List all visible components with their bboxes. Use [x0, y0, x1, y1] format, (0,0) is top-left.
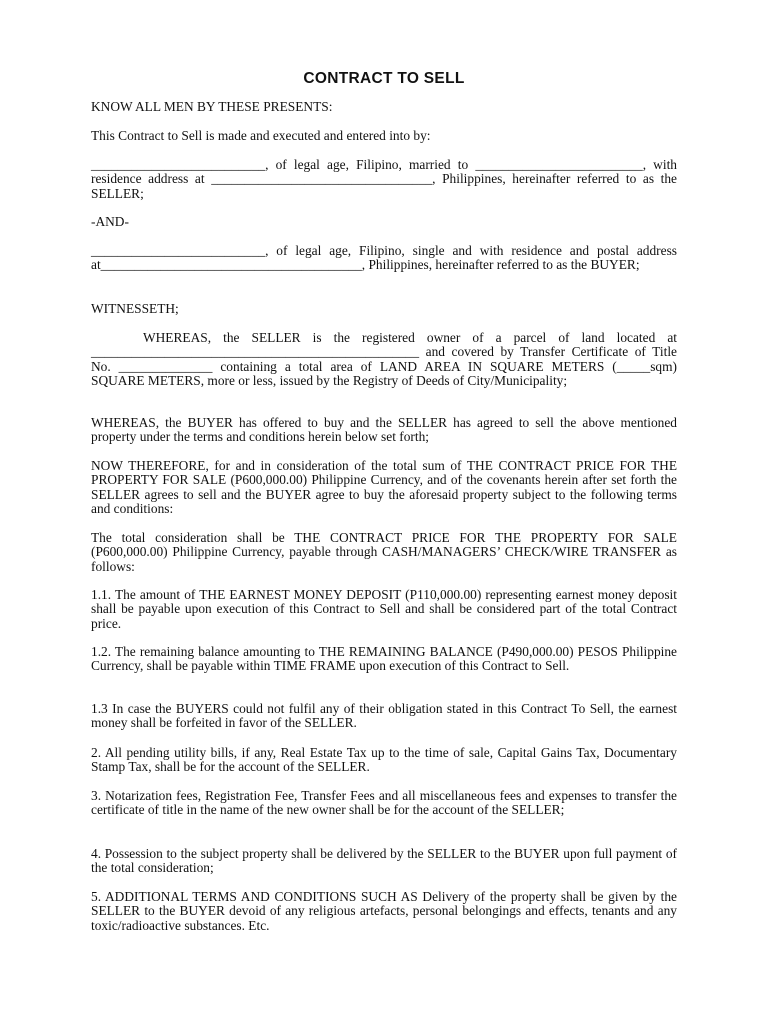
paragraph-intro: This Contract to Sell is made and executed and entered into by: [91, 128, 431, 143]
clause-5: 5. ADDITIONAL TERMS AND CONDITIONS SUCH AS Delivery of the property shall be given by the SELLER to the BUYER devoid of any religious artefacts, personal belongings and effects, tenants and any toxic/radioactive substances. Etc. [91, 889, 677, 933]
paragraph-and: -AND- [91, 214, 129, 229]
paragraph-buyer: __________________________, of legal age, Filipino, single and with residence and postal address at_______________________________________, Philippines, hereinafter referred to as the BUYER; [91, 243, 677, 273]
paragraph-seller: __________________________, of legal age, Filipino, married to _________________________, with residence address at _________________________________, Philippines, hereinafter referred to as the SELLER; [91, 157, 677, 201]
clause-3: 3. Notarization fees, Registration Fee, Transfer Fees and all miscellaneous fees and expenses to transfer the certificate of title in the name of the new owner shall be for the account of the SELLER; [91, 788, 677, 818]
paragraph-now-therefore: NOW THEREFORE, for and in consideration of the total sum of THE CONTRACT PRICE FOR THE PROPERTY FOR SALE (P600,000.00) Philippine Currency, and of the covenants herein after set forth the SELLER agrees to sell and the BUYER agree to buy the aforesaid property subject to the following terms and conditions: [91, 458, 677, 517]
clause-4: 4. Possession to the subject property shall be delivered by the SELLER to the BUYER upon full payment of the total consideration; [91, 846, 677, 876]
paragraph-whereas-offer: WHEREAS, the BUYER has offered to buy and the SELLER has agreed to sell the above mentioned property under the terms and conditions herein below set forth; [91, 415, 677, 445]
document-title: CONTRACT TO SELL [303, 70, 465, 87]
paragraph-total-consideration: The total consideration shall be THE CONTRACT PRICE FOR THE PROPERTY FOR SALE (P600,000.00) Philippine Currency, payable through CASH/MANAGERS’ CHECK/WIRE TRANSFER as follows: [91, 530, 677, 574]
clause-2: 2. All pending utility bills, if any, Real Estate Tax up to the time of sale, Capital Gains Tax, Documentary Stamp Tax, shall be for the account of the SELLER. [91, 745, 677, 775]
clause-1-1: 1.1. The amount of THE EARNEST MONEY DEPOSIT (P110,000.00) representing earnest money deposit shall be payable upon execution of this Contract to Sell and shall be considered part of the total Contract price. [91, 587, 677, 631]
paragraph-whereas-owner: WHEREAS, the SELLER is the registered owner of a parcel of land located at _________________________________________________ and covered by Transfer Certificate of Title No. ______________ containing a total area of LAND AREA IN SQUARE METERS (_____sqm) SQUARE METERS, more or less, issued by the Registry of Deeds of City/Municipality; [91, 330, 677, 389]
paragraph-witnesseth: WITNESSETH; [91, 301, 179, 316]
paragraph-know-all-men: KNOW ALL MEN BY THESE PRESENTS: [91, 99, 333, 114]
clause-1-3: 1.3 In case the BUYERS could not fulfil any of their obligation stated in this Contract To Sell, the earnest money shall be forfeited in favor of the SELLER. [91, 701, 677, 731]
clause-1-2: 1.2. The remaining balance amounting to THE REMAINING BALANCE (P490,000.00) PESOS Philippine Currency, shall be payable within TIME FRAME upon execution of this Contract to Sell. [91, 644, 677, 674]
